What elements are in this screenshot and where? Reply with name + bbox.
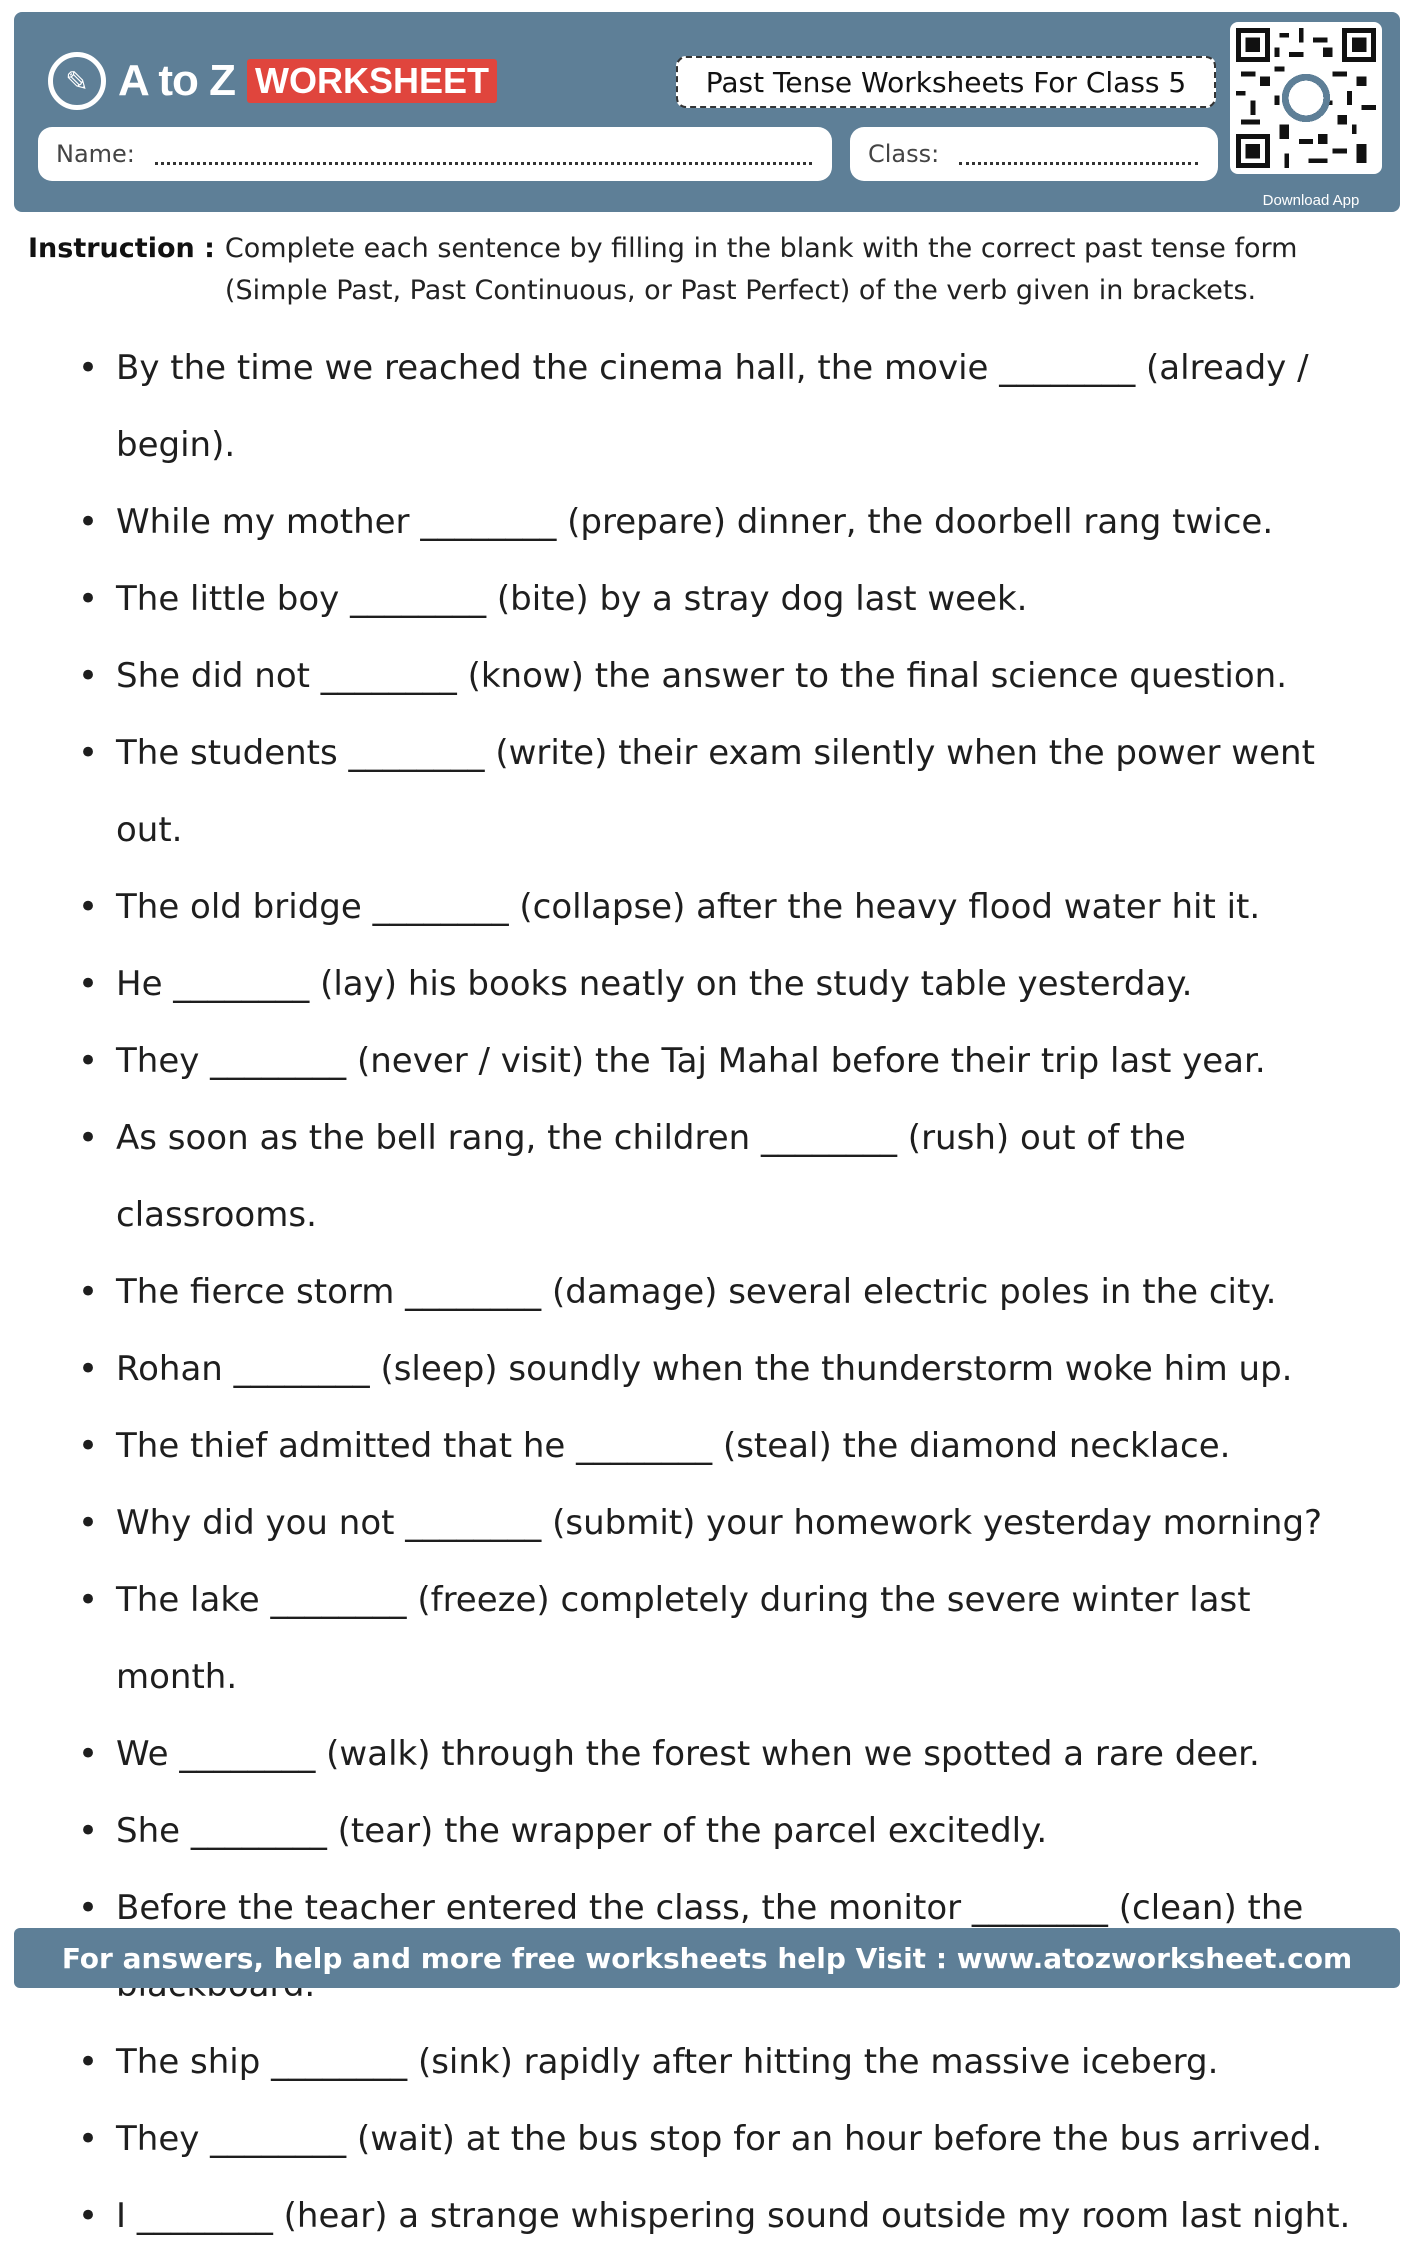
question-item: • While my mother ________ (prepare) dinner, the doorbell rang twice. [78,484,1378,561]
question-item: • The ship ________ (sink) rapidly after hitting the massive iceberg. [78,2024,1378,2101]
site-logo[interactable] [48,46,497,116]
question-item: • By the time we reached the cinema hall, the movie ________ (already / begin). [78,330,1378,484]
class-dotted-line [959,144,1198,165]
logo-badge: WORKSHEET [247,59,497,103]
question-item: • The lake ________ (freeze) completely during the severe winter last month. [78,1562,1378,1716]
question-item: • The old bridge ________ (collapse) after the heavy flood water hit it. [78,869,1378,946]
question-item: • The students ________ (write) their exam silently when the power went out. [78,715,1378,869]
footer-banner[interactable] [14,1928,1400,1988]
instruction-label: Instruction : [28,233,215,264]
name-dotted-line [155,144,812,165]
question-item: • They ________ (wait) at the bus stop for an hour before the bus arrived. [78,2101,1378,2178]
logo-text: A to Z [118,56,235,105]
class-label: Class: [868,140,940,168]
question-item: • As soon as the bell rang, the children ________ (rush) out of the classrooms. [78,1100,1378,1254]
question-item: • They ________ (never / visit) the Taj Mahal before their trip last year. [78,1023,1378,1100]
question-item: • Rohan ________ (sleep) soundly when the thunderstorm woke him up. [78,1331,1378,1408]
footer-text[interactable]: For answers, help and more free worksheets help Visit : www.atozworksheet.com [61,1941,1353,1975]
question-item: • Why did you not ________ (submit) your homework yesterday morning? [78,1485,1378,1562]
instruction [28,228,1388,312]
question-item: • The little boy ________ (bite) by a stray dog last week. [78,561,1378,638]
class-field[interactable] [850,127,1218,181]
name-label: Name: [56,140,135,168]
worksheet-title: Past Tense Worksheets For Class 5 [676,56,1216,108]
question-item: • The fierce storm ________ (damage) several electric poles in the city. [78,1254,1378,1331]
question-item: • The thief admitted that he ________ (steal) the diamond necklace. [78,1408,1378,1485]
question-item: • He ________ (lay) his books neatly on the study table yesterday. [78,946,1378,1023]
question-item: • She did not ________ (know) the answer to the final science question. [78,638,1378,715]
pencil-logo-icon: ✎ [48,52,106,110]
instruction-text: Complete each sentence by filling in the blank with the correct past tense form (Simple Past, Past Continuous, or Past Perfect) of the verb given in brackets. [224,233,1298,306]
question-item: • We ________ (walk) through the forest when we spotted a rare deer. [78,1716,1378,1793]
download-app-label[interactable]: Download App [1262,192,1360,209]
worksheet-header [14,12,1400,212]
question-item: • Before the teacher entered the class, the monitor ________ (clean) the [78,1870,1378,2024]
question-item: • She ________ (tear) the wrapper of the parcel excitedly. [78,1793,1378,1870]
qr-code-icon [1230,22,1382,174]
name-field[interactable] [38,127,832,181]
qr-code-block[interactable] [1230,22,1392,209]
question-item: • I ________ (hear) a strange whispering sound outside my room last night. [78,2178,1378,2255]
